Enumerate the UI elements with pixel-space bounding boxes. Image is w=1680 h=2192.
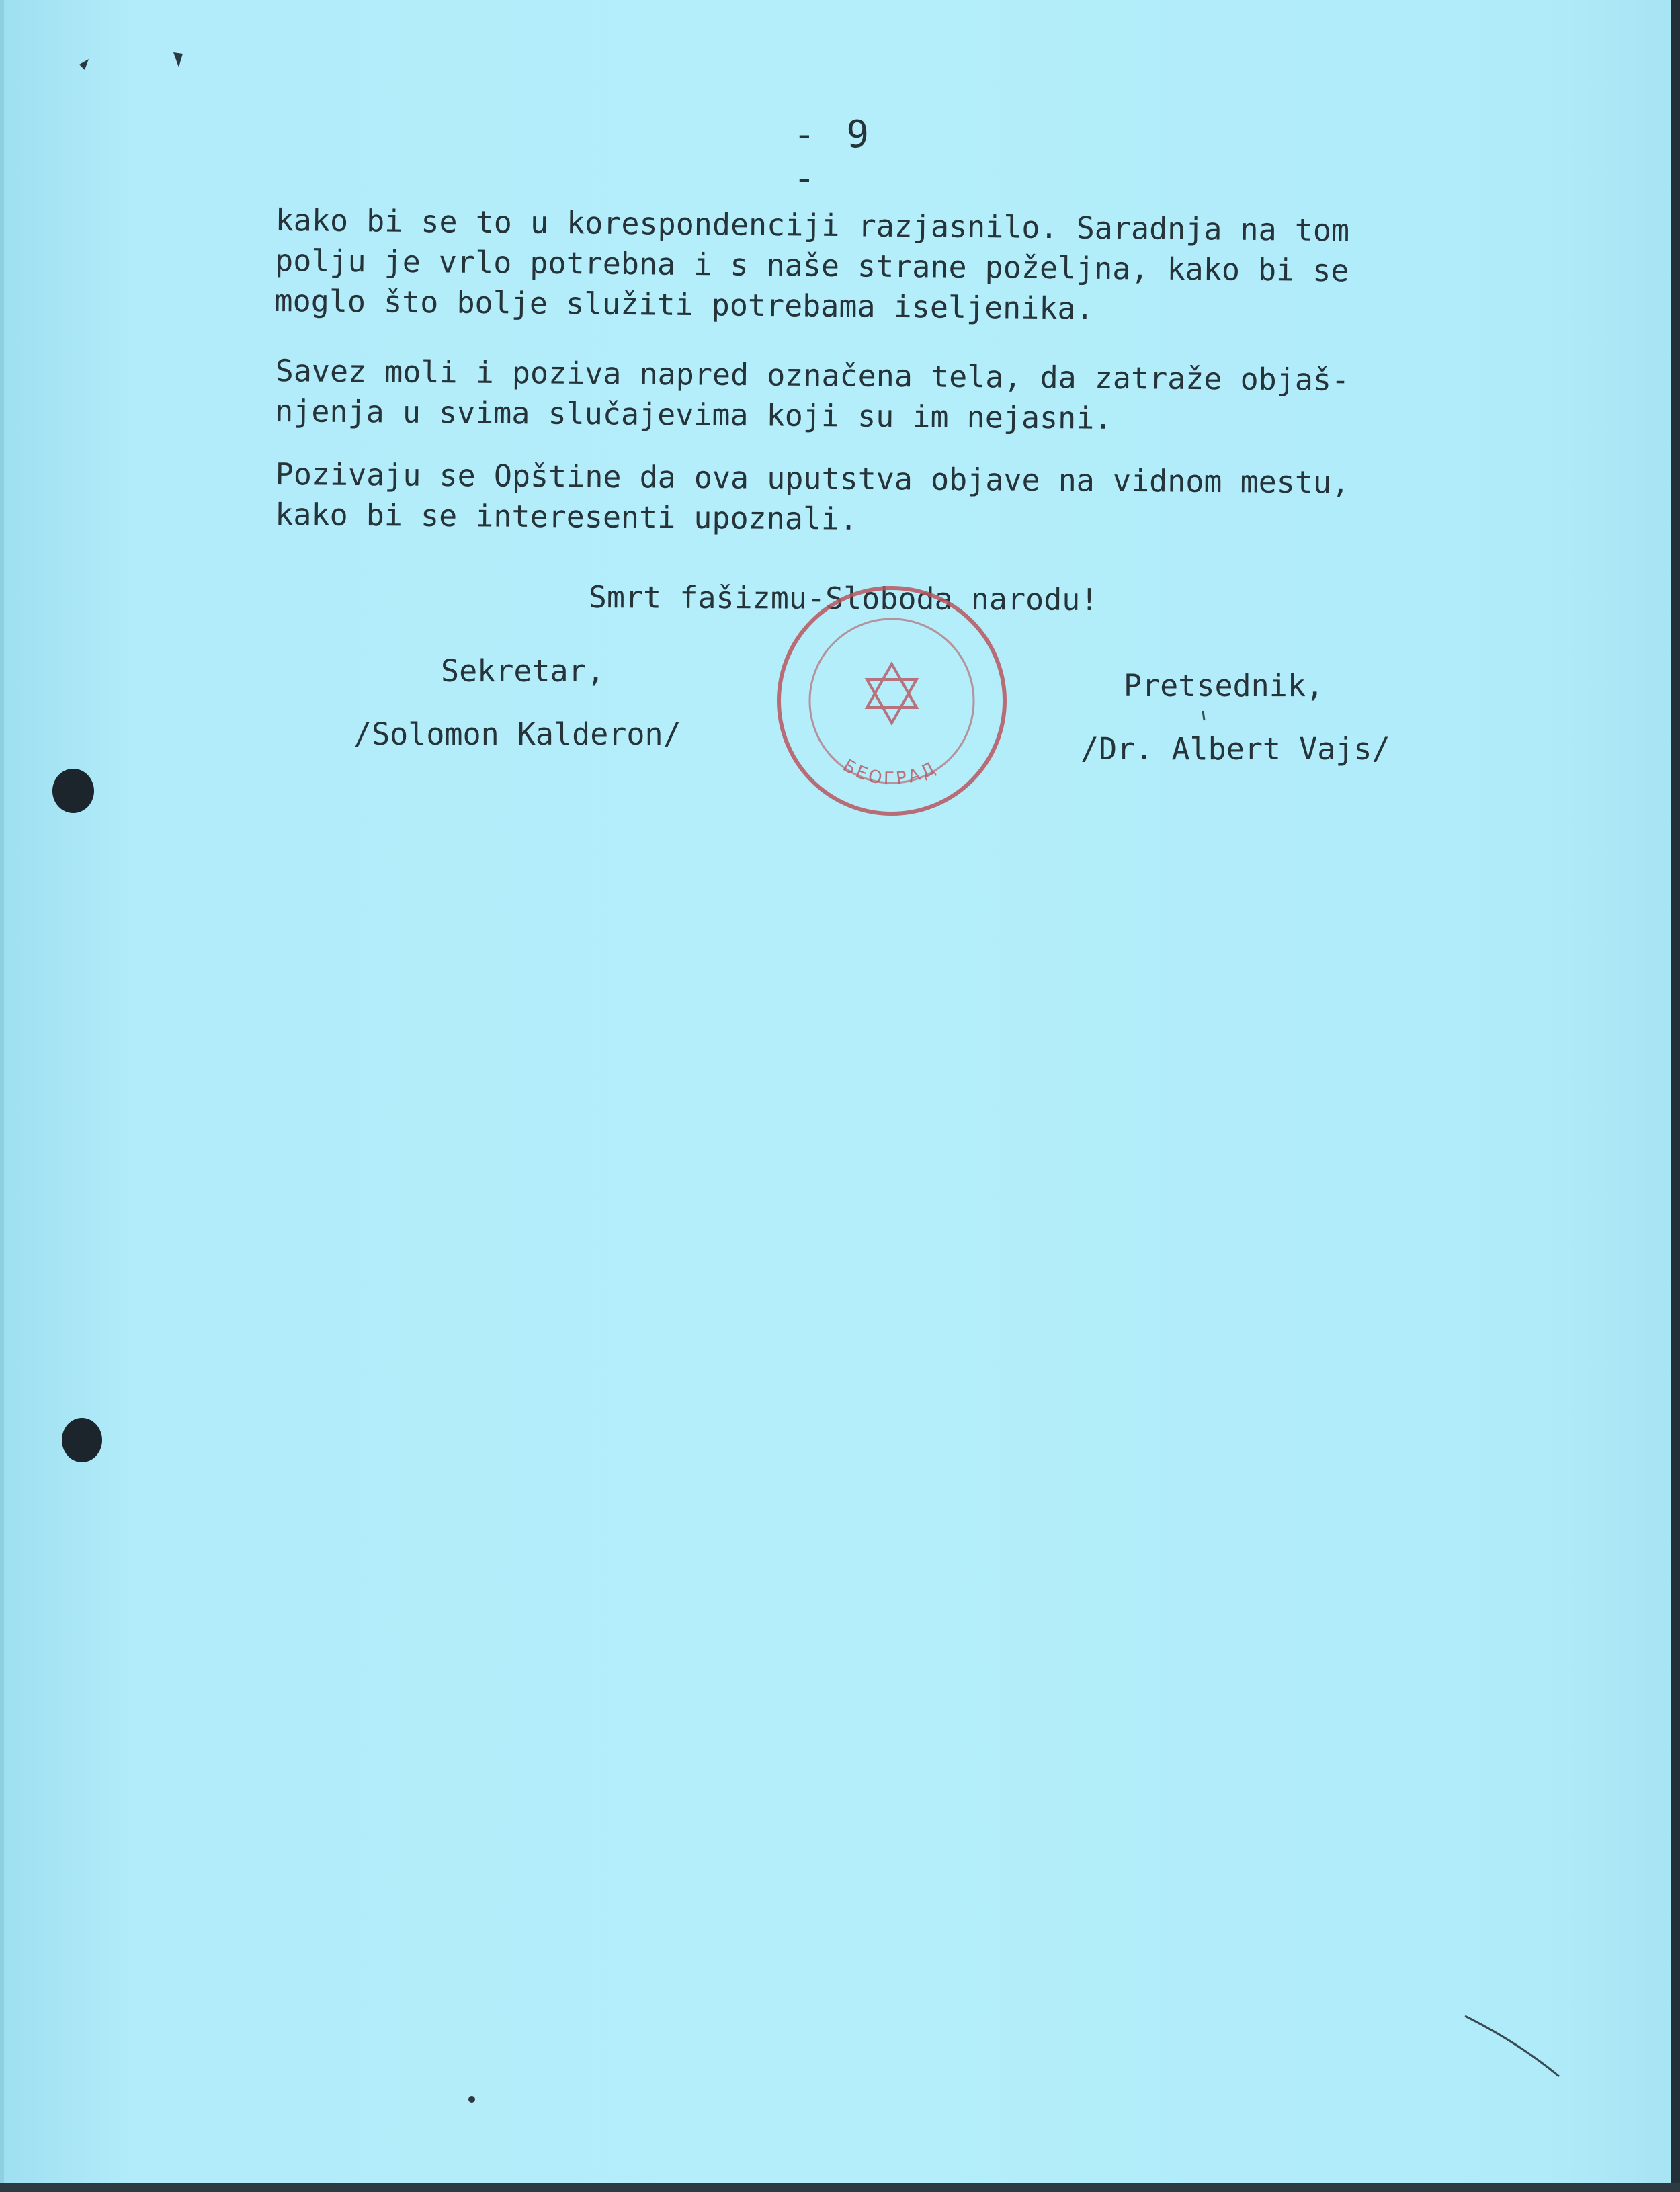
text-line: Savez moli i poziva napred označena tela, da zatraže objaš- (275, 352, 1350, 398)
paragraph-1 (274, 200, 1525, 333)
text-line: polju je vrlo potrebna i s naše strane poželjna, kako bi se (274, 242, 1349, 289)
text-line: Pozivaju se Opštine da ova uputstva objave na vidnom mestu, (275, 456, 1350, 501)
text-line: kako bi se interesenti upoznali. (275, 496, 858, 537)
closing-salutation: Smrt fašizmu-Sloboda narodu! (588, 579, 1099, 618)
punch-hole (62, 1418, 102, 1462)
official-stamp (767, 577, 1016, 825)
text-line: moglo što bolje služiti potrebama iseljenika. (274, 282, 1094, 327)
punch-hole (52, 769, 94, 813)
svg-text:БЕОГРАД (839, 756, 941, 790)
president-title: Pretsednik, (1124, 668, 1325, 704)
secretary-name: /Solomon Kalderon/ (353, 716, 681, 752)
paragraph-3 (275, 454, 1525, 545)
president-name: /Dr. Albert Vajs/ (1081, 731, 1390, 767)
text-line: njenja u svima slučajevima koji su im nejasni. (274, 392, 1113, 436)
paragraph-2 (275, 351, 1525, 442)
secretary-title: Sekretar, (441, 653, 605, 689)
stamp-text: БЕОГРАД (839, 755, 941, 790)
page-number: - 9 - (793, 113, 874, 200)
star-of-david-icon (867, 664, 917, 723)
text-line: kako bi se to u korespondenciji razjasnilo. Saradnja na tom (275, 202, 1350, 249)
